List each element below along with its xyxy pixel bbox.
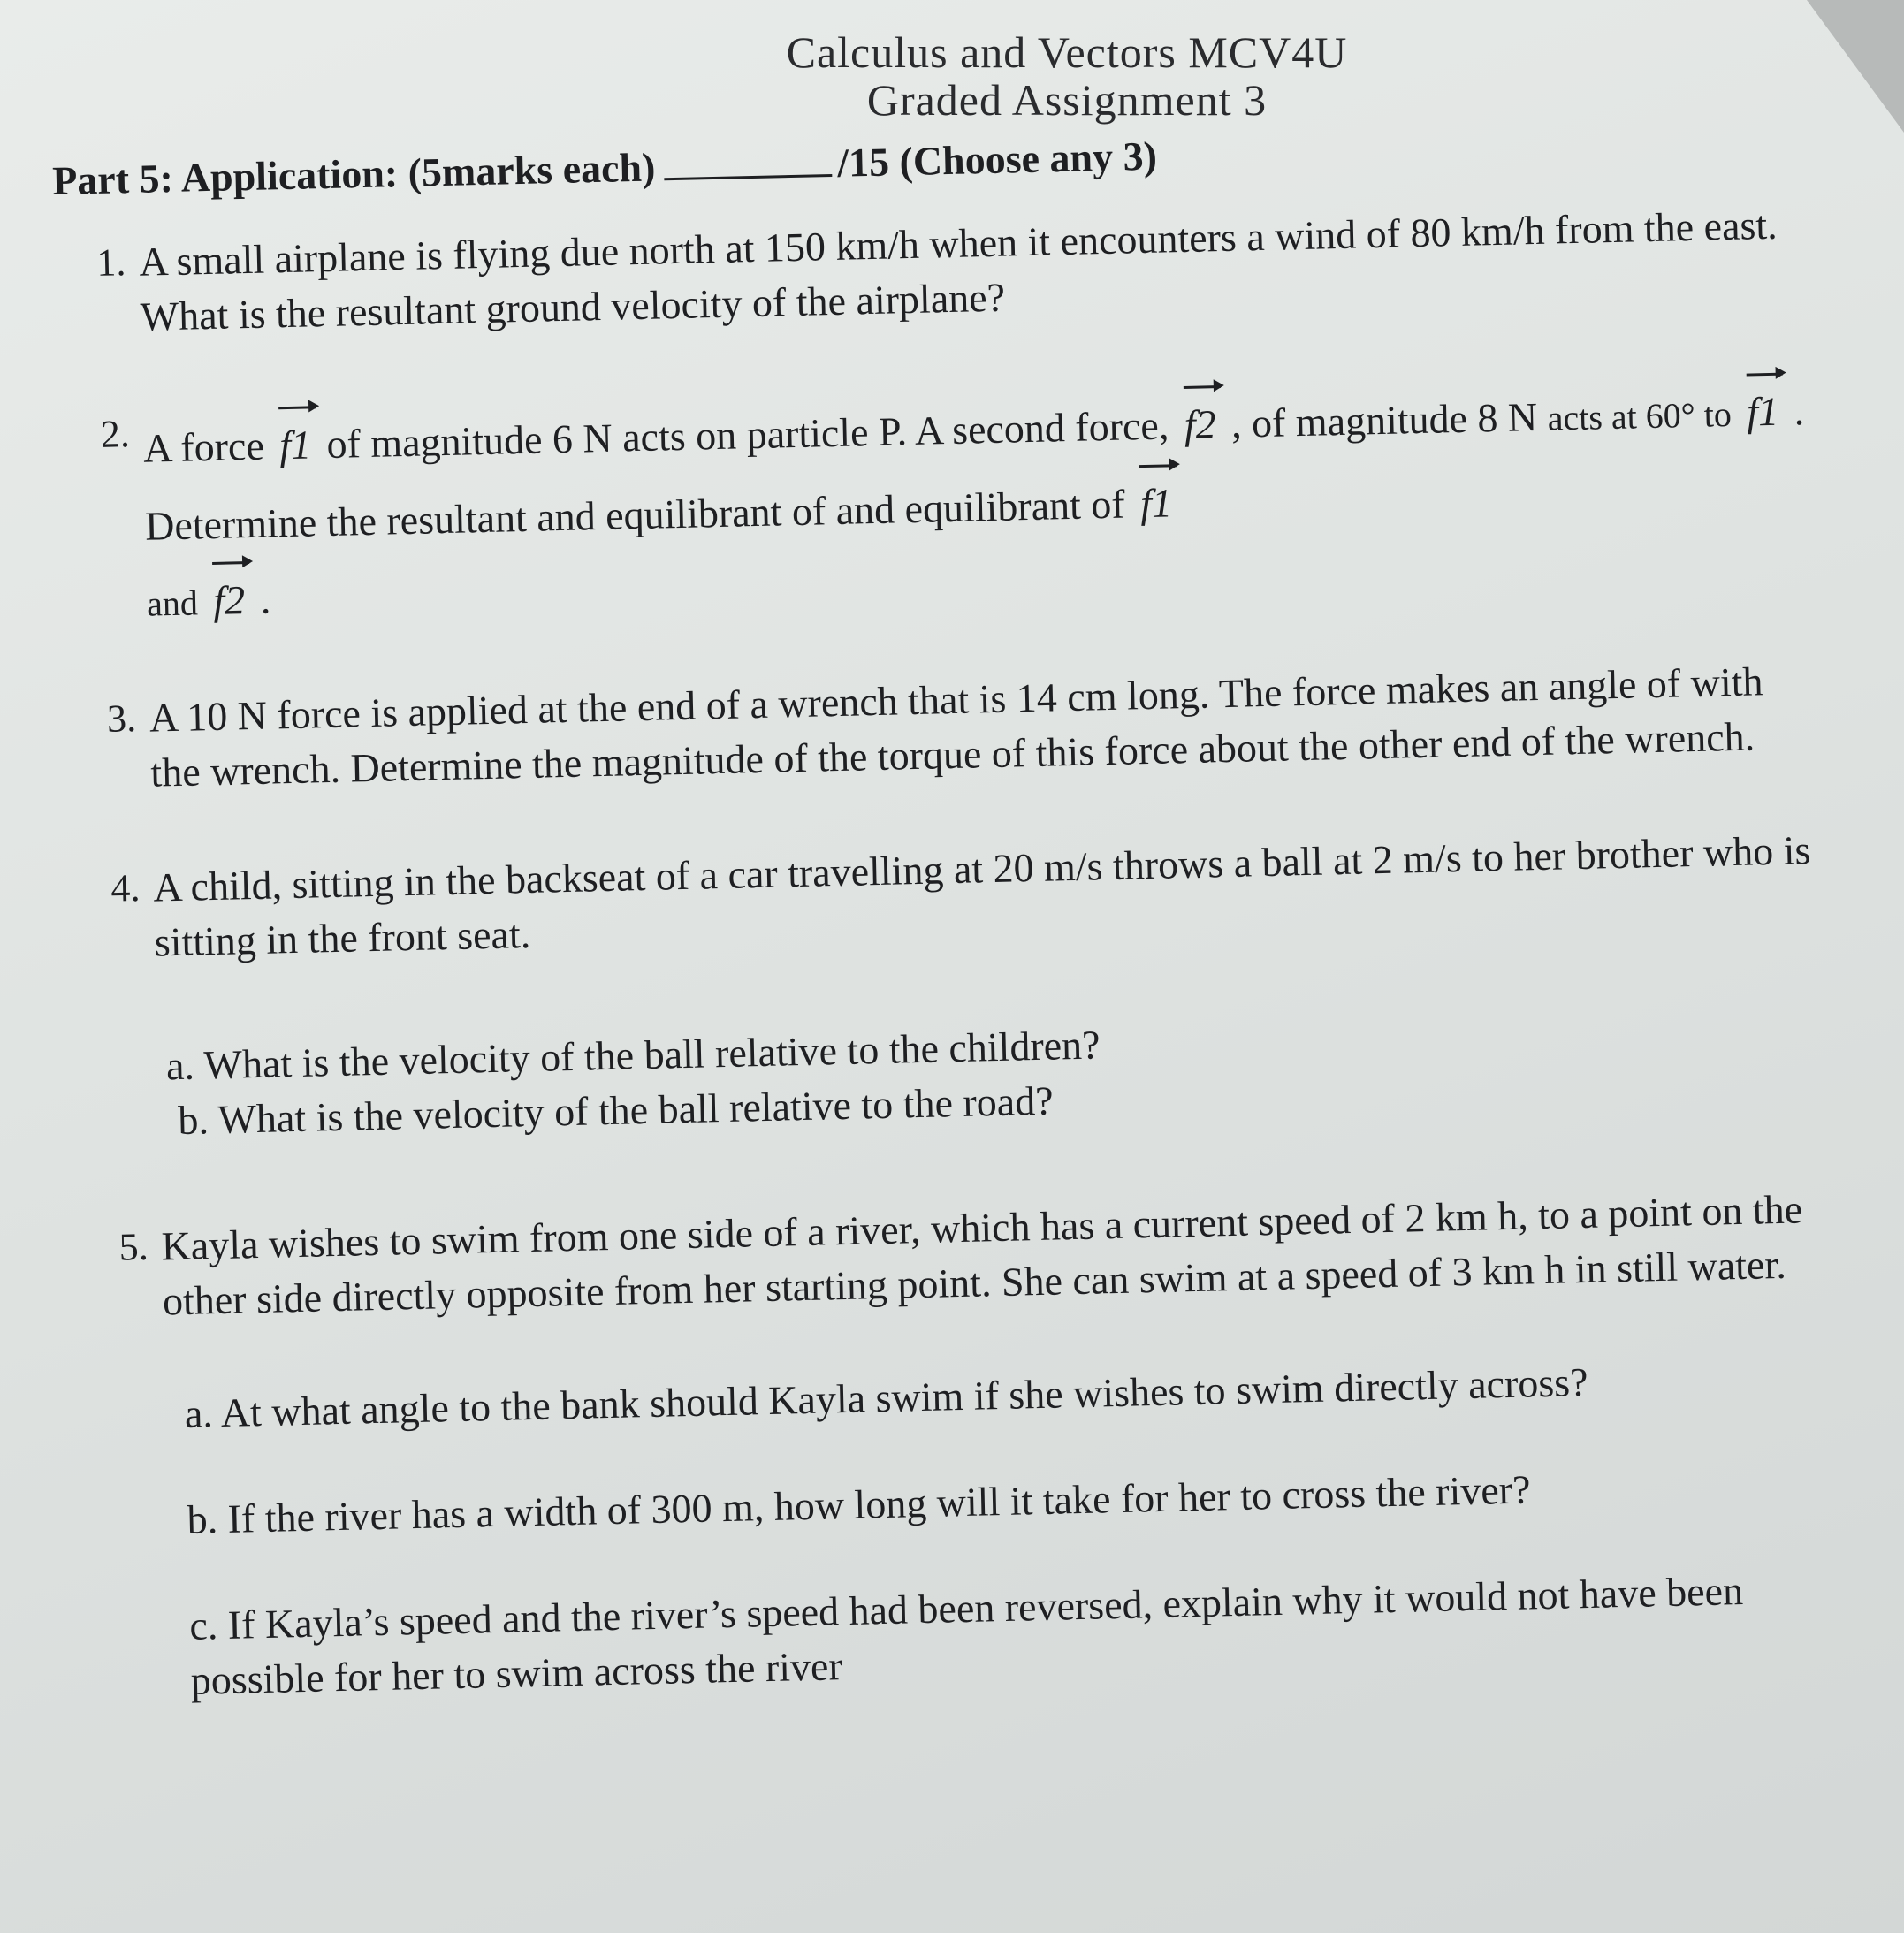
vector-f2: f2 — [212, 558, 246, 635]
vector-f1: f1 — [278, 402, 312, 479]
question-number: 5. — [118, 1224, 149, 1269]
question-4b: b. What is the velocity of the ball relative to the road? — [177, 1077, 1055, 1144]
vector-f2: f2 — [1184, 382, 1217, 459]
text-segment: . — [260, 576, 271, 622]
question-5b: b. If the river has a width of 300 m, how long will it take for her to cross the river? — [187, 1466, 1531, 1542]
assignment-title: Graded Assignment 3 — [866, 75, 1268, 125]
course-title: Calculus and Vectors MCV4U — [786, 27, 1348, 77]
part-title: Part 5: Application: (5marks each) — [51, 144, 656, 203]
vector-f1: f1 — [1746, 369, 1779, 446]
question-text: A small airplane is flying due north at 150 km/h when it encounters a wind of 80 km/h from the east. What is the resultant ground velocity of the airplane? — [138, 202, 1778, 339]
question-3 — [64, 653, 1821, 803]
question-5 — [76, 1181, 1842, 1330]
question-text: A 10 N force is applied at the end of a wrench that is 14 cm long. The force makes an angle of with the wrench. Determine the magnitude of the torque of this force about the other end of the wrench. — [149, 658, 1763, 795]
assignment-content — [51, 92, 1863, 1710]
part-score: /15 (Choose any 3) — [836, 133, 1158, 186]
question-1 — [54, 197, 1802, 346]
text-segment: . Determine the resultant and equilibrant of and equilibrant of — [144, 388, 1805, 549]
question-number: 4. — [110, 865, 141, 910]
text-segment: , of magnitude 8 N — [1230, 393, 1538, 446]
question-text — [142, 369, 1809, 638]
question-number: 1. — [95, 240, 126, 285]
question-5c: c. If Kayla’s speed and the river’s speed had been reversed, explain why it would not have been possible for her to swim across the river — [188, 1568, 1744, 1703]
question-text: A child, sitting in the backseat of a car travelling at 20 m/s throws a ball at 2 m/s to her brother who is sitting in the front seat. — [152, 827, 1811, 965]
question-2 — [57, 369, 1809, 640]
text-segment: and — [146, 582, 199, 624]
question-4 — [68, 823, 1825, 972]
text-segment: of magnitude 6 N acts on particle P. A second force, — [325, 402, 1169, 468]
question-5a: a. At what angle to the bank should Kayla swim if she wishes to swim directly across? — [184, 1358, 1589, 1436]
question-number: 3. — [106, 696, 137, 741]
score-blank — [665, 174, 833, 180]
question-4a: a. What is the velocity of the ball relative to the children? — [165, 1022, 1101, 1089]
vector-f1: f1 — [1139, 460, 1173, 537]
text-segment: A force — [142, 422, 265, 471]
text-segment: acts at 60° to — [1547, 393, 1733, 438]
question-text: Kayla wishes to swim from one side of a river, which has a current speed of 2 km h, to a point on the other side directly opposite from her starting point. She can swim at a speed of 3 km h in still water. — [161, 1186, 1803, 1324]
question-number: 2. — [100, 412, 131, 456]
